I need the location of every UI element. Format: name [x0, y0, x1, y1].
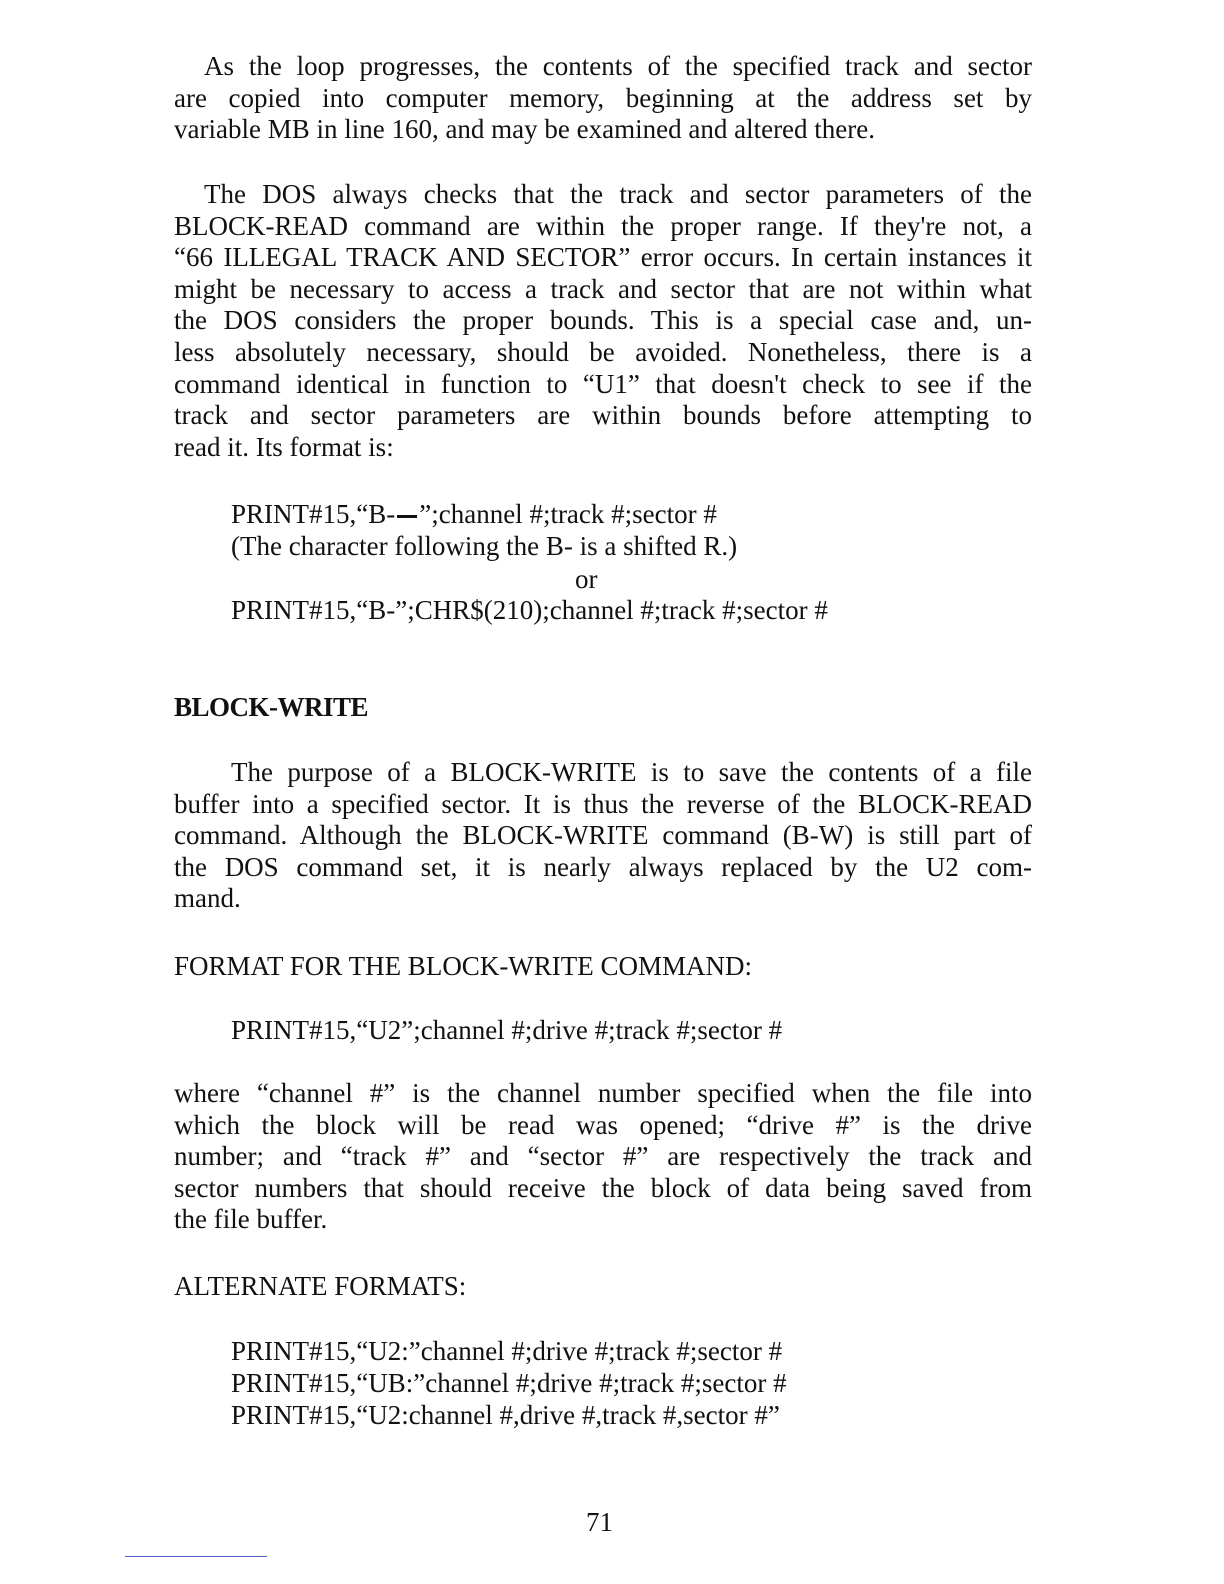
text-line: the DOS considers the proper bounds. This is a special case and, un-	[174, 305, 1032, 336]
code-block-u2-format	[231, 1014, 782, 1046]
text-line: number; and “track #” and “sector #” are respectively the track and	[174, 1141, 1032, 1172]
code-prefix: PRINT#15,“B-	[231, 499, 396, 529]
section-heading: BLOCK-WRITE	[174, 692, 369, 722]
text-line: command. Although the BLOCK-WRITE command (B-W) is still part of	[174, 820, 1032, 851]
text-line: the DOS command set, it is nearly always replaced by the U2 com-	[174, 851, 1032, 882]
format-label: FORMAT FOR THE BLOCK-WRITE COMMAND:	[174, 951, 753, 981]
text-line: buffer into a specified sector. It is thus the reverse of the BLOCK-READ	[174, 788, 1032, 819]
code-line: PRINT#15,“U2:channel #,drive #,track #,sector #”	[231, 1400, 780, 1430]
text-line: which the block will be read was opened; “drive #” is the drive	[174, 1109, 1032, 1140]
code-block-block-read-unchecked	[231, 498, 737, 562]
text-line: the file buffer.	[174, 1204, 328, 1235]
text-line: “66 ILLEGAL TRACK AND SECTOR” error occurs. In certain instances it	[174, 242, 1032, 273]
code-suffix: ”;channel #;track #;sector #	[419, 499, 717, 529]
text-line: variable MB in line 160, and may be examined and altered there.	[174, 114, 875, 145]
paragraph-dos-checks	[174, 179, 1032, 463]
code-line: PRINT#15,“B-”;CHR$(210);channel #;track #;sector #	[231, 595, 828, 625]
text-line: less absolutely necessary, should be avoided. Nonetheless, there is a	[174, 336, 1032, 367]
code-line: PRINT#15,“U2:”channel #;drive #;track #;sector #	[231, 1336, 783, 1366]
text-line: As the loop progresses, the contents of the specified track and sector	[204, 51, 1032, 81]
code-note: (The character following the B- is a shifted R.)	[231, 531, 738, 561]
text-line: are copied into computer memory, beginning at the address set by	[174, 82, 1032, 113]
text-line: might be necessary to access a track and sector that are not within what	[174, 273, 1032, 304]
shifted-r-glyph	[397, 515, 417, 518]
or-separator: or	[575, 564, 598, 594]
text-line: The purpose of a BLOCK-WRITE is to save the contents of a file	[231, 757, 1032, 787]
scan-edge-line	[125, 1556, 267, 1557]
paragraph-loop-progress	[174, 51, 1032, 146]
alternate-formats-label: ALTERNATE FORMATS:	[174, 1271, 467, 1301]
text-line: command identical in function to “U1” that doesn't check to see if the	[174, 368, 1032, 399]
paragraph-parameter-explanation	[174, 1078, 1032, 1236]
text-line: The DOS always checks that the track and sector parameters of the	[204, 179, 1032, 209]
text-line: mand.	[174, 883, 241, 914]
text-line: sector numbers that should receive the block of data being saved from	[174, 1172, 1032, 1203]
code-line: PRINT#15,“UB:”channel #;drive #;track #;sector #	[231, 1368, 787, 1398]
code-line	[231, 498, 737, 530]
text-line: where “channel #” is the channel number specified when the file into	[174, 1078, 1032, 1108]
page-number: 71	[586, 1507, 613, 1537]
text-line: track and sector parameters are within bounds before attempting to	[174, 400, 1032, 431]
code-block-chr-variant	[231, 594, 828, 626]
code-block-alternate-formats	[231, 1335, 787, 1431]
text-line: read it. Its format is:	[174, 431, 394, 462]
paragraph-block-write-purpose	[174, 757, 1032, 915]
code-line: PRINT#15,“U2”;channel #;drive #;track #;sector #	[231, 1015, 783, 1045]
text-line: BLOCK-READ command are within the proper range. If they're not, a	[174, 210, 1032, 241]
